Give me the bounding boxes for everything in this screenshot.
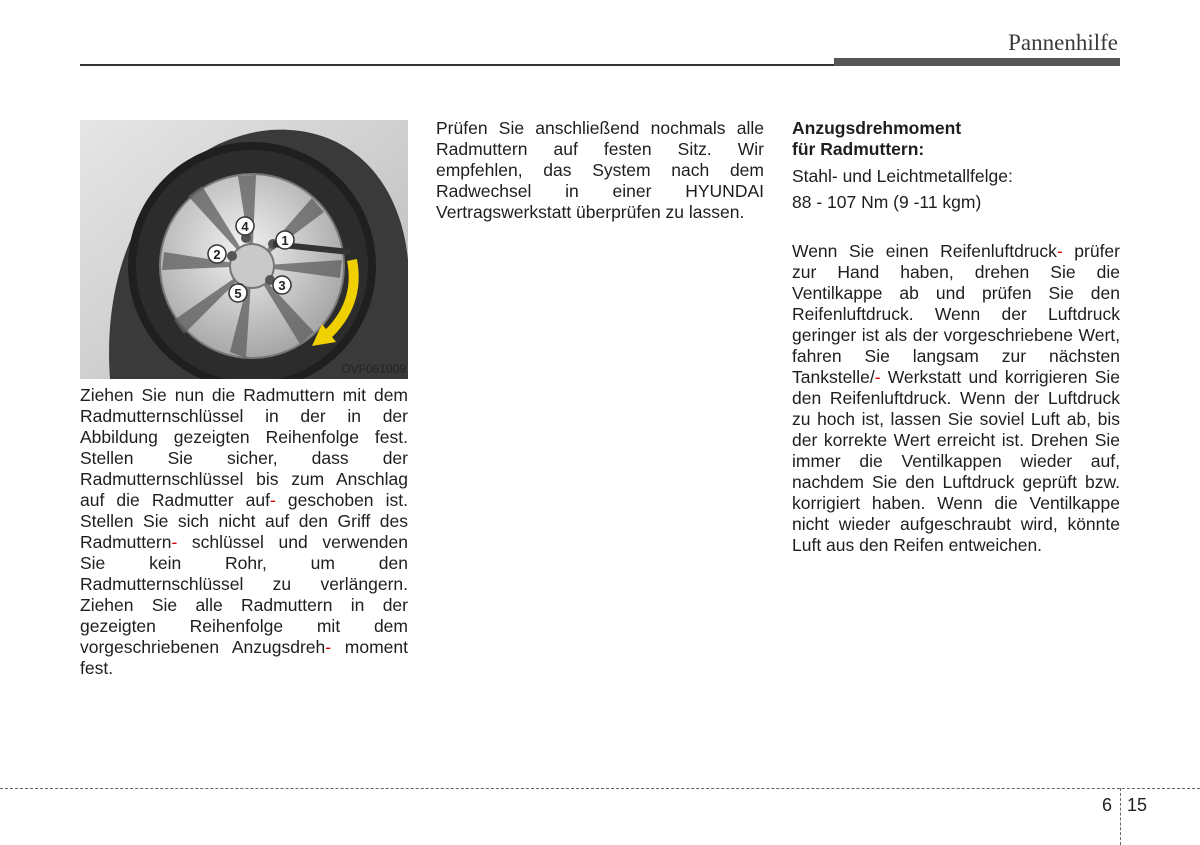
nut-number-5 [229,284,247,302]
text-column-1 [80,385,408,679]
text-column-2 [436,118,764,223]
chapter-number: 6 [1102,795,1113,815]
page-number: 15 [1127,795,1148,815]
torque-heading: Anzugsdrehmoment für Radmuttern: [792,118,962,159]
svg-text:5: 5 [234,286,242,301]
lug-nut [227,251,237,261]
nut-number-3 [273,276,291,294]
footer-rule [0,788,1200,789]
footer-divider [1120,788,1121,845]
paragraph-tightening: Ziehen Sie nun die Radmuttern mit dem Radmutternschlüssel in der in der Abbildung gezeigten Reihenfolge fest. Stellen Sie sicher, dass der Radmutternschlüssel bis zum Anschlag auf die Radmutter auf- geschoben ist. Stellen Sie sich nicht auf den Griff des Radmuttern- schlüssel und verwenden Sie kein Rohr, um den Radmutternschlüssel zu verlängern. Ziehen Sie alle Radmuttern in der gezeigten Reihenfolge mit dem vorgeschriebenen Anzugsdreh- moment fest. [80,385,408,678]
svg-text:1: 1 [281,233,289,248]
paragraph-check: Prüfen Sie anschließend nochmals alle Radmuttern auf festen Sitz. Wir empfehlen, das System nach dem Radwechsel in einer HYUNDAI Vertragswerkstatt überprüfen zu lassen. [436,118,764,222]
wheel-drawing [80,120,408,379]
nut-number-4 [236,217,254,235]
nut-number-1 [276,231,294,249]
figure-code: OVF061009 [341,362,406,376]
svg-text:3: 3 [278,278,286,293]
paragraph-tire-pressure: Wenn Sie einen Reifenluftdruck- prüfer zur Hand haben, drehen Sie die Ventilkappe ab und prüfen Sie den Reifenluftdruck. Wenn der Luftdruck geringer ist als der vorgeschriebene Wert, fahren Sie langsam zur nächsten Tankstelle/- Werkstatt und korrigieren Sie den Reifenluftdruck. Wenn der Luftdruck zu hoch ist, lassen Sie soviel Luft ab, bis der korrekte Wert erreicht ist. Drehen Sie immer die Ventilkappen wieder auf, nachdem Sie den Luftdruck geprüft bzw. korrigiert haben. Wenn die Ventilkappe nicht wieder aufgeschraubt wird, könnte Luft aus den Reifen entweichen. [792,241,1120,555]
svg-text:2: 2 [213,247,221,262]
header-rule-accent [834,58,1120,66]
wheel-illustration [80,120,408,379]
page-header-title: Pannenhilfe [1008,30,1118,55]
torque-value: 88 - 107 Nm (9 -11 kgm) [792,192,982,212]
rim-type: Stahl- und Leichtmetallfelge: [792,166,1013,186]
text-column-3 [792,118,1120,556]
header-rule [80,64,836,66]
svg-text:4: 4 [241,219,249,234]
nut-number-2 [208,245,226,263]
